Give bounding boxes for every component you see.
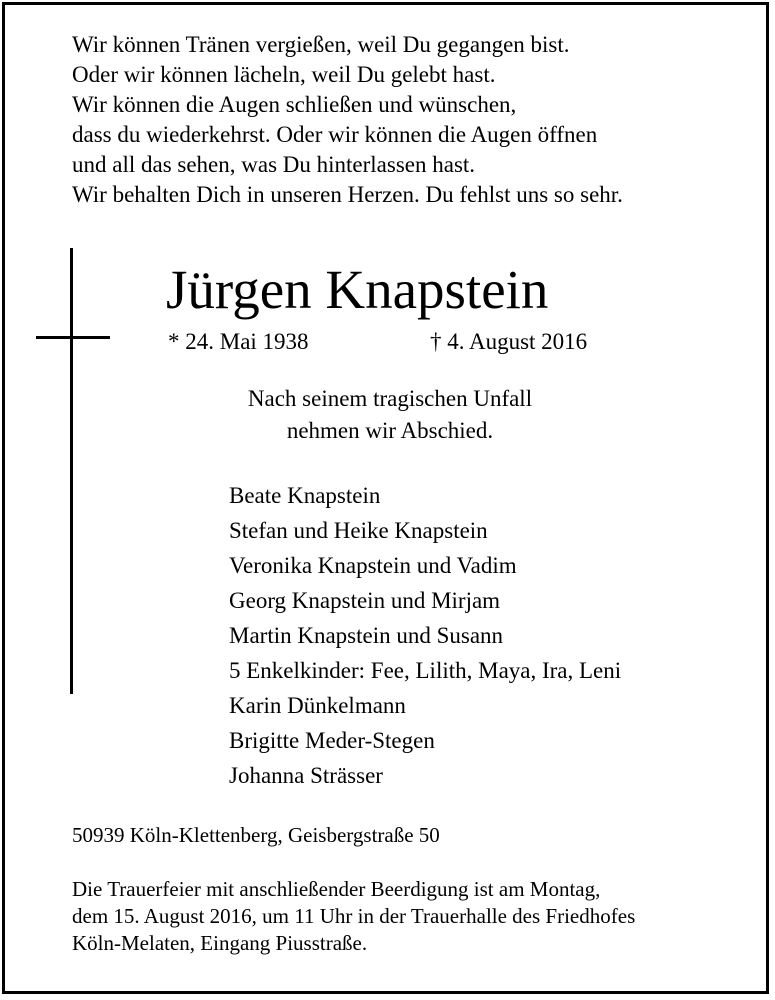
cross-icon-vertical (70, 248, 73, 694)
funeral-line: dem 15. August 2016, um 11 Uhr in der Trauerhalle des Friedhofes (72, 904, 636, 928)
mourner: 5 Enkelkinder: Fee, Lilith, Maya, Ira, Leni (229, 658, 622, 683)
poem-line: Wir behalten Dich in unseren Herzen. Du fehlst uns so sehr. (72, 182, 623, 207)
death-date: † 4. August 2016 (430, 329, 588, 354)
mourner: Stefan und Heike Knapstein (229, 518, 488, 543)
mourner: Martin Knapstein und Susann (229, 623, 504, 648)
mourner: Georg Knapstein und Mirjam (229, 588, 501, 613)
poem-line: und all das sehen, was Du hinterlassen hast. (72, 152, 476, 177)
farewell-message (190, 383, 590, 447)
mourner: Johanna Strässer (229, 763, 383, 788)
poem-line: Wir können die Augen schließen und wünschen, (72, 92, 517, 117)
mourners-list (229, 478, 621, 793)
poem-line: Oder wir können lächeln, weil Du gelebt hast. (72, 62, 496, 87)
funeral-line: Die Trauerfeier mit anschließender Beerdigung ist am Montag, (72, 877, 601, 901)
funeral-line: Köln-Melaten, Eingang Piusstraße. (72, 931, 368, 955)
poem-line: Wir können Tränen vergießen, weil Du gegangen bist. (72, 32, 570, 57)
poem-line: dass du wiederkehrst. Oder wir können die Augen öffnen (72, 122, 598, 147)
message-line: nehmen wir Abschied. (286, 418, 494, 443)
message-line: Nach seinem tragischen Unfall (247, 386, 533, 411)
poem (72, 30, 623, 210)
family-address: 50939 Köln-Klettenberg, Geisbergstraße 50 (72, 823, 440, 847)
mourner: Beate Knapstein (229, 483, 381, 508)
funeral-info (72, 876, 635, 957)
mourner: Veronika Knapstein und Vadim (229, 553, 517, 578)
birth-date: * 24. Mai 1938 (168, 329, 309, 354)
mourner: Karin Dünkelmann (229, 693, 406, 718)
mourner: Brigitte Meder-Stegen (229, 728, 435, 753)
cross-icon-horizontal (36, 336, 110, 339)
deceased-name: Jürgen Knapstein (166, 259, 549, 320)
